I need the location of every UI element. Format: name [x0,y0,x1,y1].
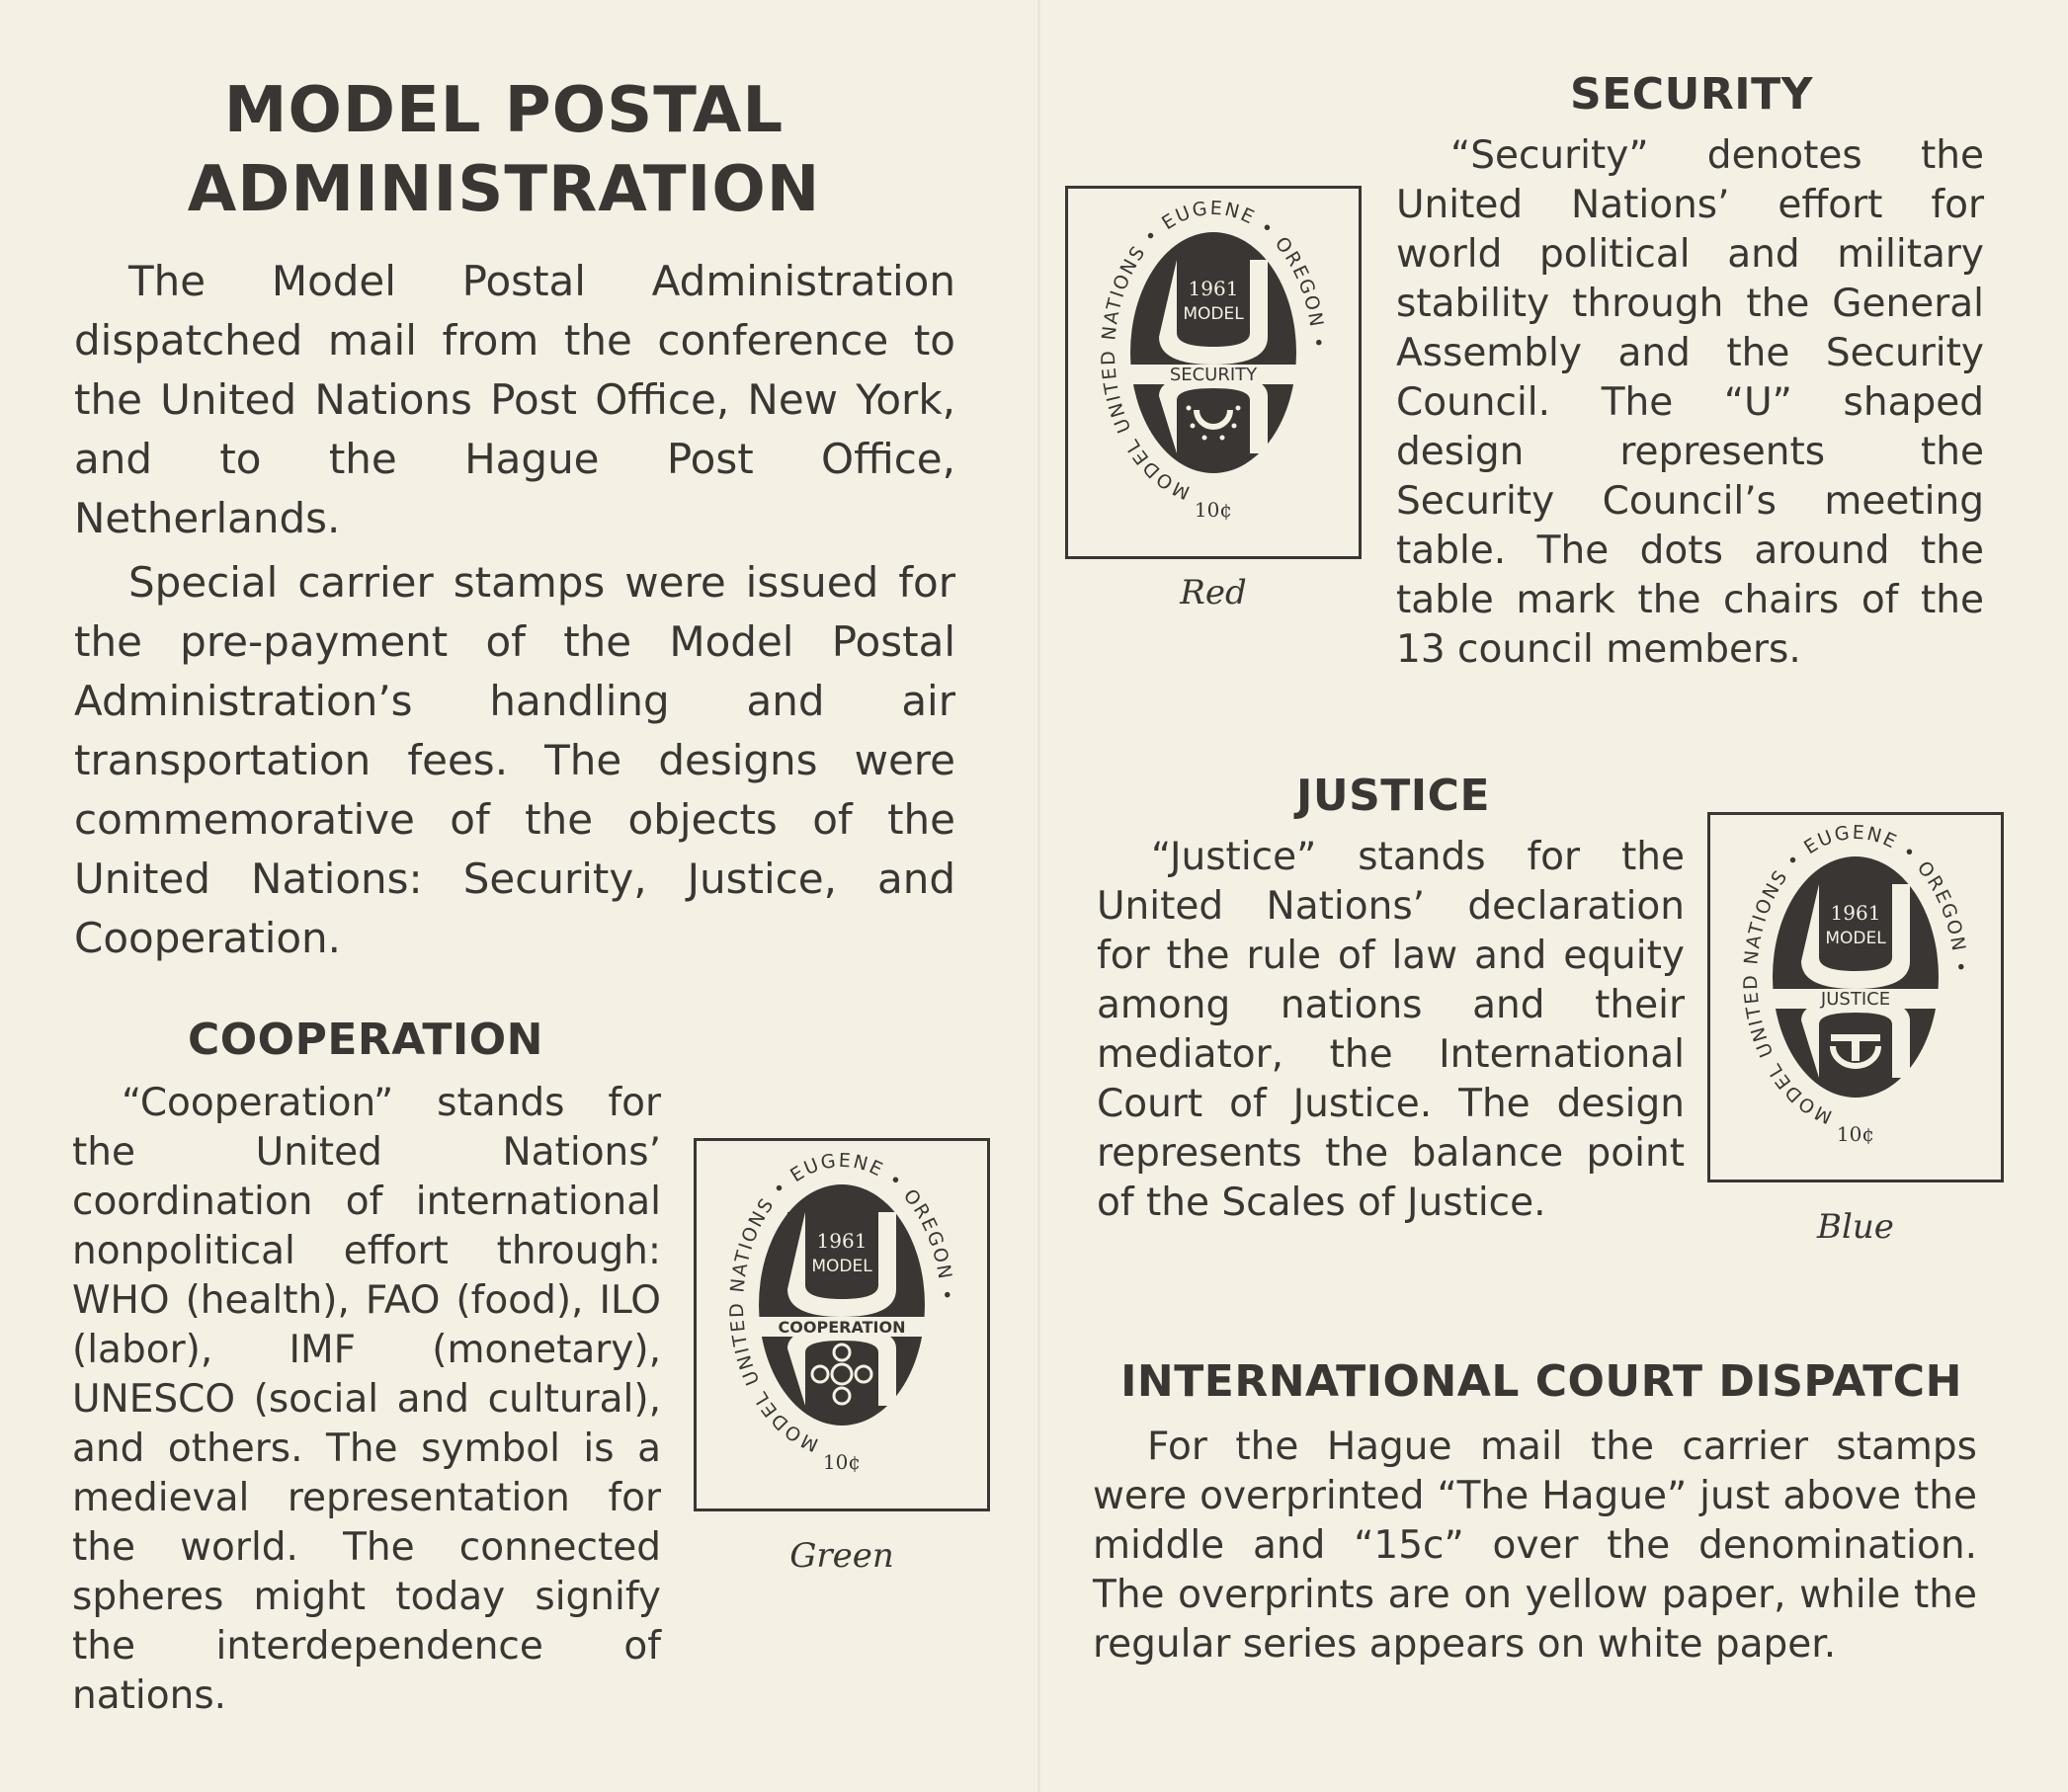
cooperation-stamp-art [697,1141,987,1508]
court-dispatch-text: For the Hague mail the carrier stamps were overprinted “The Hague” just above the middle and “15c” over the denomination. The overprints are on yellow paper, while the regular series appears on white paper. [1093,1425,1977,1667]
main-title [109,71,899,229]
security-stamp-art [1068,189,1359,556]
justice-model: MODEL [1825,929,1886,948]
justice-stamp-art [1710,815,2001,1180]
justice-ring-text: MODEL UNITED NATIONS • EUGENE • OREGON • [1739,821,1972,1128]
security-color-label: Red [1180,573,1247,612]
cooperation-stamp [694,1138,990,1511]
justice-year: 1961 [1830,901,1881,925]
justice-text: “Justice” stands for the United Nations’ declaration for the rule of law and equity among nations and their mediator, the International Court of Justice. The design represents the balance point of the Scales of Justice. [1097,835,1685,1225]
security-heading: SECURITY [1570,69,1813,120]
justice-heading: JUSTICE [1295,771,1491,821]
security-model: MODEL [1183,304,1244,324]
cooperation-text: “Cooperation” stands for the United Nations’ coordination of international nonpolitical effort through: WHO (health), FAO (food), ILO (labor), IMF (monetary), UNESCO (social and cultural), and others. The symbol is a medieval representation for the world. The connected spheres might today signify the interdependence of nations. [72,1081,661,1718]
intro-paragraph-2: Special carrier stamps were issued for the pre-payment of the Model Postal Administration’s handling and air transportation fees. The designs were commemorative of the objects of the United Nations: Security, Justice, and Cooperation. [74,558,955,962]
main-title-line1: MODEL POSTAL [223,74,785,147]
security-stamp-word: SECURITY [1169,365,1258,385]
cooperation-ring-text: MODEL UNITED NATIONS • EUGENE • OREGON • [725,1149,958,1456]
security-ring-text: MODEL UNITED NATIONS • EUGENE • OREGON • [1097,197,1330,504]
main-title-line2: ADMINISTRATION [187,153,821,226]
justice-stamp [1707,812,2004,1182]
security-text: “Security” denotes the United Nations’ effort for world political and military stability through the General Assembly and the Security Council. The “U” shaped design represents the Security Council’s meeting table. The dots around the table mark the chairs of the 13 council members. [1396,133,1984,672]
cooperation-color-label: Green [789,1536,894,1576]
cooperation-model: MODEL [811,1257,872,1276]
security-year: 1961 [1188,277,1239,300]
cooperation-denomination: 10¢ [822,1450,862,1474]
court-dispatch-heading: INTERNATIONAL COURT DISPATCH [1120,1356,1962,1407]
cooperation-year: 1961 [816,1229,868,1253]
justice-color-label: Blue [1817,1207,1894,1247]
security-stamp [1065,186,1362,559]
security-denomination: 10¢ [1194,498,1233,522]
cooperation-stamp-word: COOPERATION [778,1318,906,1337]
center-fold [1037,0,1040,1792]
cooperation-heading: COOPERATION [187,1015,544,1065]
justice-denomination: 10¢ [1836,1122,1875,1146]
justice-stamp-word: JUSTICE [1820,989,1891,1010]
intro-paragraph-1: The Model Postal Administration dispatched mail from the conference to the United Nations Post Office, New York, and to the Hague Post Office, Netherlands. [74,257,955,542]
